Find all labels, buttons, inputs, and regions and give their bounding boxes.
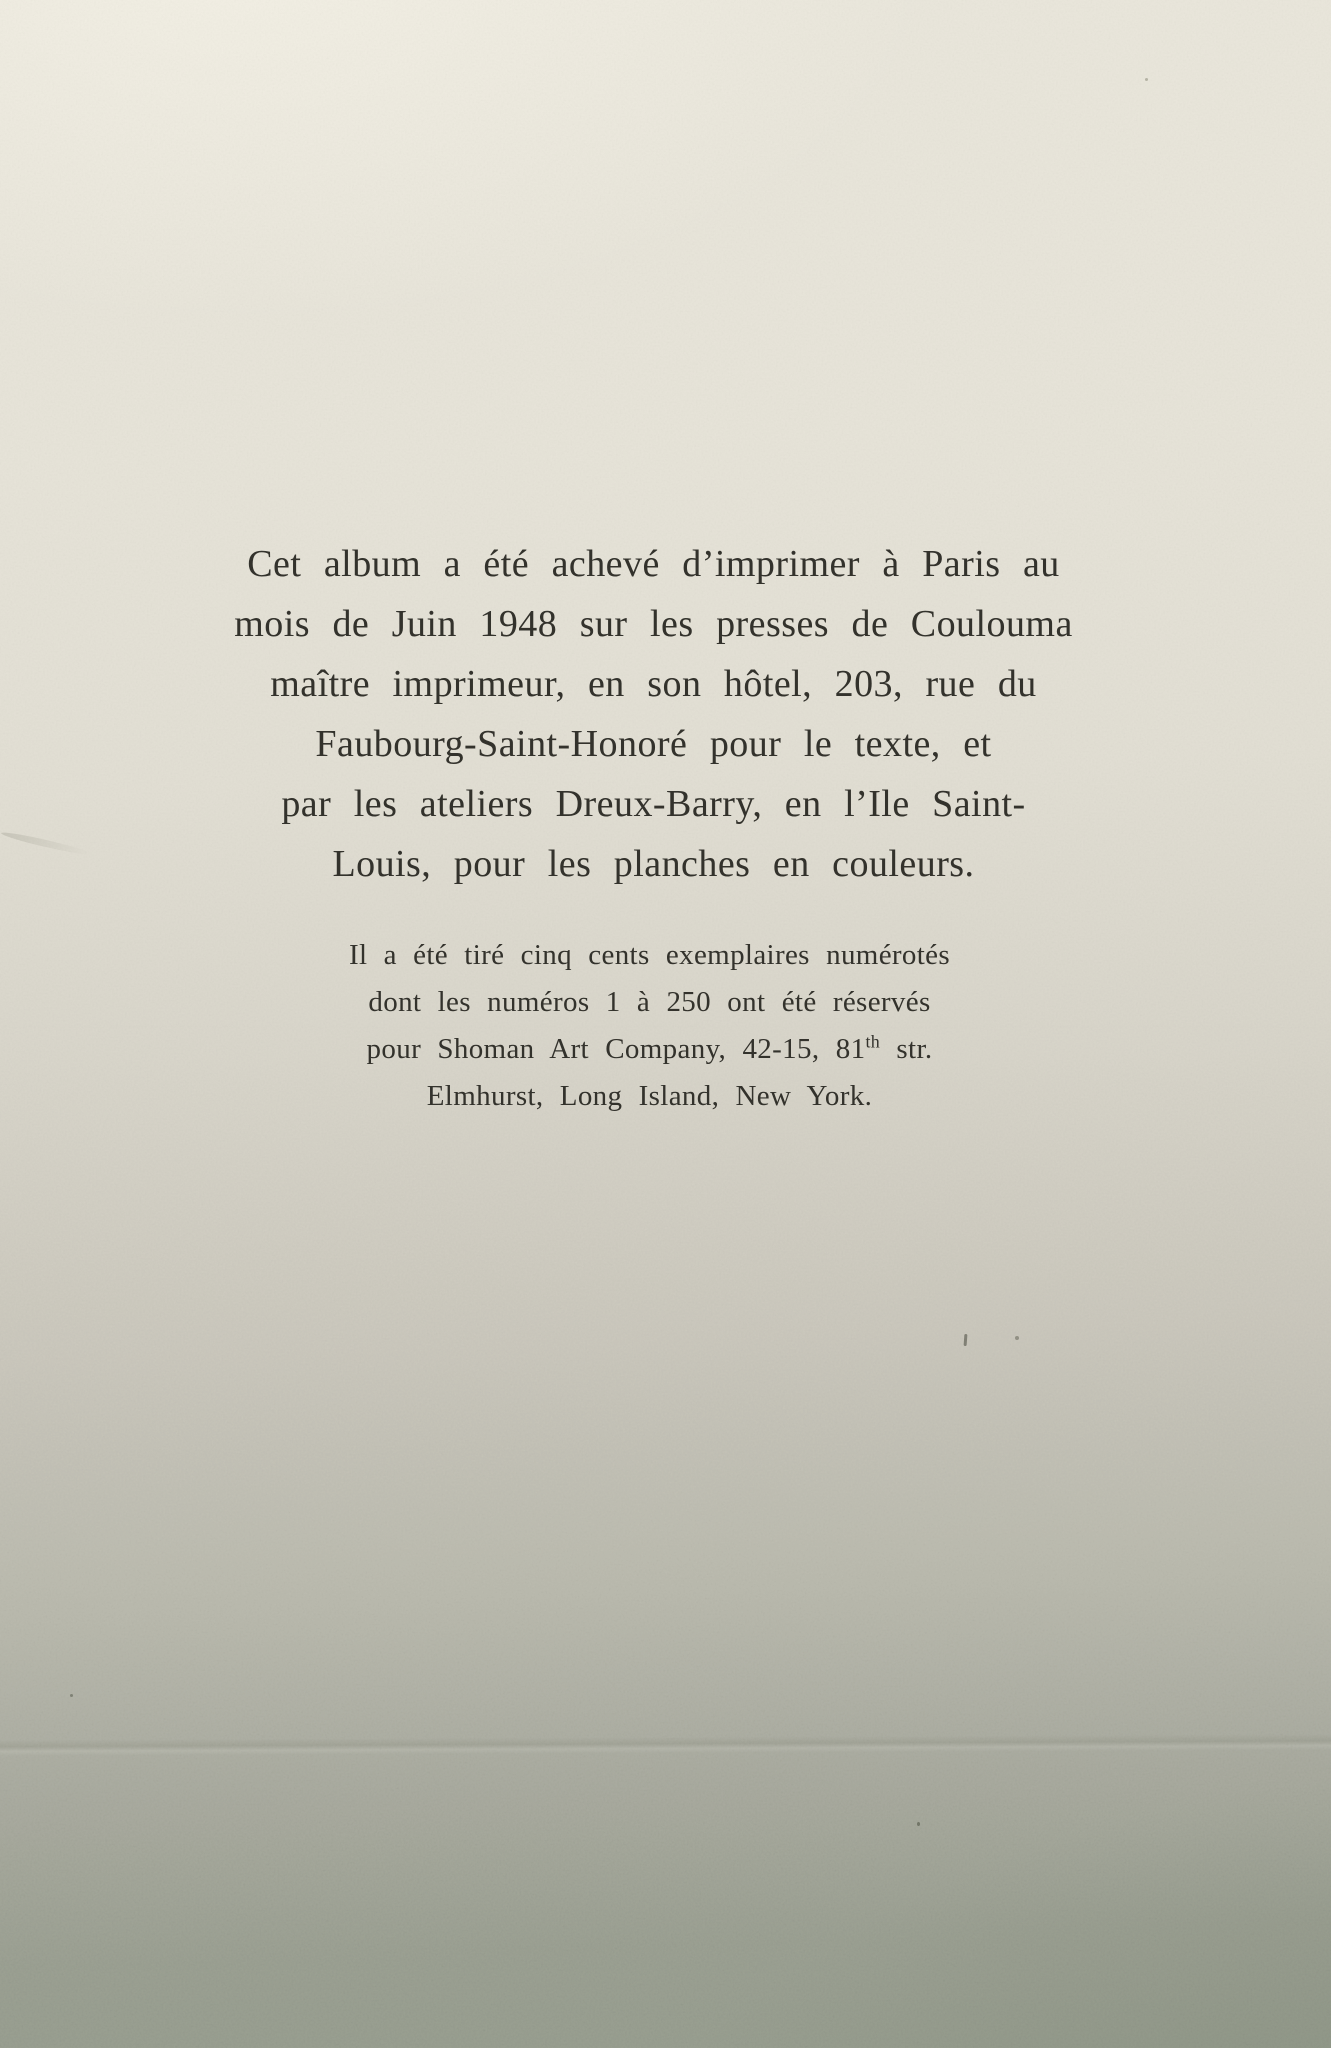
- colophon-line-2: mois de Juin 1948 sur les presses de Coulouma: [234, 603, 1073, 645]
- limitation-text-block: [0, 932, 1315, 1120]
- colophon-text-block: [0, 534, 1319, 894]
- paper-crease-horizontal: [0, 1734, 1331, 1756]
- colophon-line-1: Cet album a été achevé d’imprimer à Paris au: [247, 543, 1060, 585]
- colophon-line-4: Faubourg-Saint-Honoré pour le texte, et: [315, 723, 992, 765]
- limitation-line-3-suffix: str.: [880, 1033, 933, 1065]
- colophon-line-6: Louis, pour les planches en couleurs.: [332, 843, 975, 885]
- paper-speck: [917, 1822, 920, 1826]
- paper-speck: [964, 1334, 968, 1346]
- paper-speck: [70, 1694, 73, 1697]
- limitation-line-4: Elmhurst, Long Island, New York.: [426, 1080, 873, 1112]
- paper-speck: [1015, 1336, 1019, 1340]
- limitation-line-3-prefix: pour Shoman Art Company, 42-15, 81: [366, 1033, 866, 1065]
- limitation-line-2: dont les numéros 1 à 250 ont été réservés: [368, 986, 931, 1018]
- colophon-line-5: par les ateliers Dreux-Barry, en l’Ile Saint-: [281, 783, 1026, 825]
- colophon-line-3: maître imprimeur, en son hôtel, 203, rue du: [270, 663, 1037, 705]
- limitation-line-3: [0, 1026, 1315, 1073]
- limitation-line-1: Il a été tiré cinq cents exemplaires numérotés: [348, 939, 951, 971]
- paper-speck: [1145, 78, 1148, 81]
- ordinal-superscript: th: [865, 1031, 881, 1052]
